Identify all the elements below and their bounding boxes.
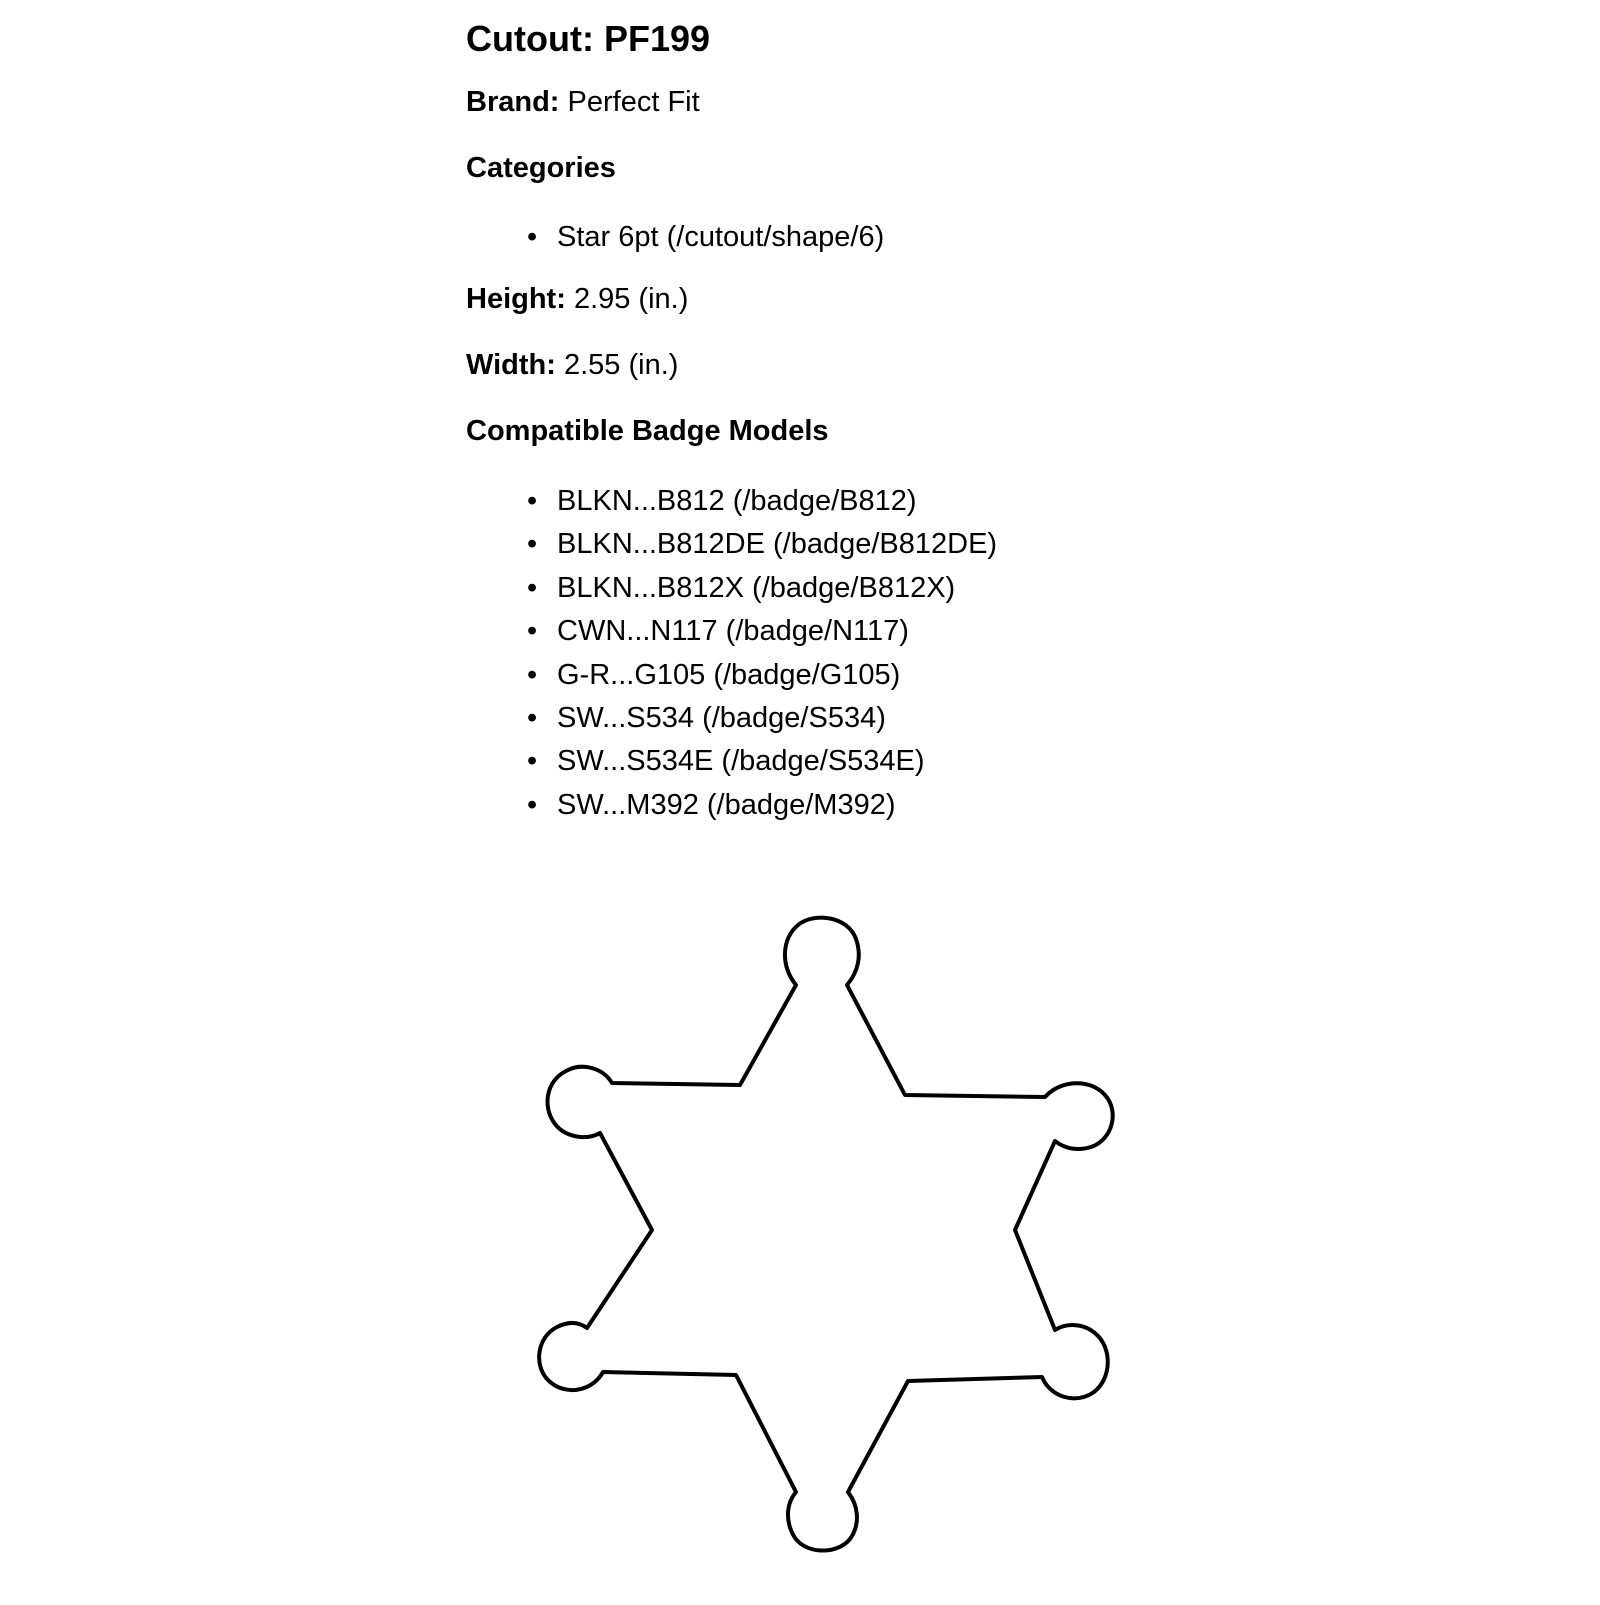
brand-label: Brand:: [466, 86, 560, 118]
bullet: •: [527, 528, 538, 561]
model-link[interactable]: [466, 610, 997, 653]
height-label: Height:: [466, 283, 566, 315]
bullet: •: [527, 221, 538, 253]
model-text: CWN...N117 (/badge/N117): [557, 615, 909, 648]
cutout-code: PF199: [603, 18, 711, 59]
width-value: 2.55 (in.): [563, 349, 679, 381]
brand-field: [466, 86, 700, 119]
model-text: SW...M392 (/badge/M392): [557, 788, 896, 821]
model-link[interactable]: [466, 784, 997, 827]
bullet: •: [527, 745, 538, 778]
model-text: BLKN...B812X (/badge/B812X): [557, 571, 956, 604]
model-link[interactable]: [466, 567, 997, 610]
category-text: Star 6pt (/cutout/shape/6): [557, 221, 885, 253]
model-text: G-R...G105 (/badge/G105): [557, 658, 901, 691]
width-label: Width:: [466, 349, 556, 381]
categories-list: [466, 216, 884, 259]
brand-value: Perfect Fit: [567, 86, 700, 118]
bullet: •: [527, 571, 538, 604]
model-text: BLKN...B812DE (/badge/B812DE): [557, 528, 998, 561]
models-list: [466, 480, 997, 827]
model-text: BLKN...B812 (/badge/B812): [557, 485, 917, 517]
height-value: 2.95 (in.): [573, 283, 689, 315]
star-outline: [539, 918, 1113, 1551]
categories-heading: Categories: [466, 152, 616, 184]
model-link[interactable]: [466, 697, 997, 740]
page-title: Cutout: PF199: [466, 18, 711, 59]
bullet: •: [527, 658, 538, 691]
category-link[interactable]: [466, 216, 884, 259]
bullet: •: [527, 788, 538, 821]
bullet: •: [527, 701, 538, 734]
bullet: •: [527, 615, 538, 648]
models-heading: Compatible Badge Models: [466, 415, 829, 447]
model-text: SW...S534E (/badge/S534E): [557, 745, 925, 778]
model-link[interactable]: [466, 654, 997, 697]
model-link[interactable]: [466, 740, 997, 783]
bullet: •: [527, 485, 538, 517]
model-link[interactable]: [466, 480, 997, 523]
width-field: [466, 349, 678, 382]
height-field: [466, 283, 688, 316]
model-link[interactable]: [466, 523, 997, 566]
model-text: SW...S534 (/badge/S534): [557, 701, 886, 734]
